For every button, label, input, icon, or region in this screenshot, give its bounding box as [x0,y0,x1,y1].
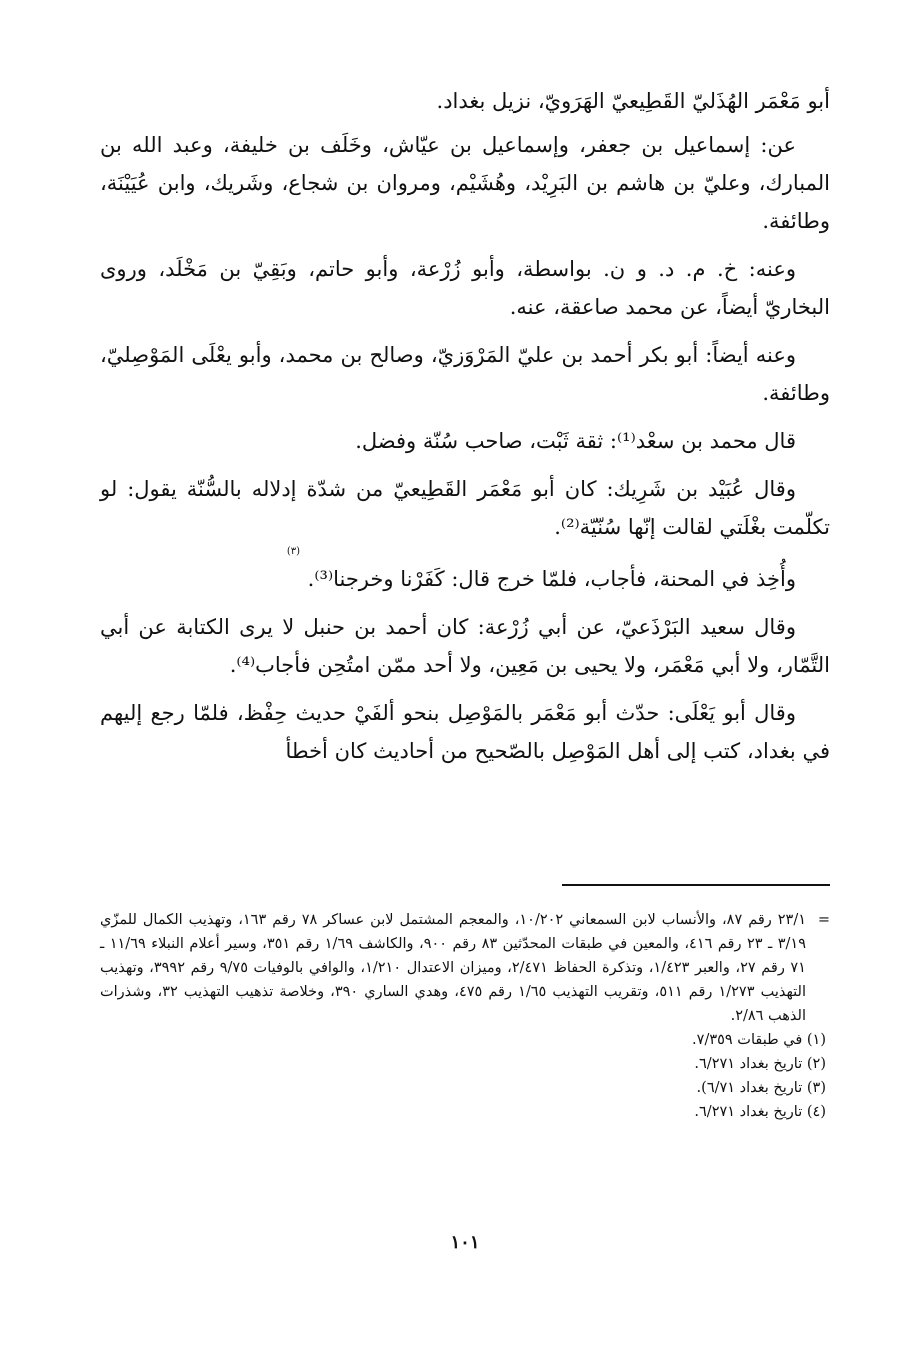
footnote-divider [562,884,830,886]
paragraph-3: وعنه: خ. م. د. و ن. بواسطة، وأبو زُرْعة، وأبو حاتم، وبَقِيّ بن مَخْلَد، وروى البخاريّ أيضاً، عن محمد صاعقة، عنه. [100,257,830,319]
paragraph-6: وقال عُبَيْد بن شَرِيك: كان أبو مَعْمَر القَطِيعيّ من شدّة إدلاله بالسُّنّة يقول: لو تكلّمت بغْلَتي لقالت إنّها سُنّيّة⁽²⁾. [100,477,830,539]
footnote-marker-3: (٣) [286,546,300,557]
paragraph-5: قال محمد بن سعْد⁽¹⁾: ثقة ثَبْت، صاحب سُنّة وفضل. [355,429,796,453]
footnote-2: (٢) تاريخ بغداد ٦/٢٧١. [694,1056,826,1072]
main-text [100,82,830,780]
paragraph-2: عن: إسماعيل بن جعفر، وإسماعيل بن عيّاش، وخَلَف بن خليفة، وعبد الله بن المبارك، وعليّ بن هاشم بن البَرِيْد، وهُشَيْم، ومروان بن شجاع، وشَريك، وابن عُيَيْنَة، وطائفة. [100,133,830,233]
footnote-1: (١) في طبقات ٧/٣٥٩. [692,1032,826,1048]
footnotes [100,908,830,1124]
footnote-3: (٣) تاريخ بغداد ٦/٧١). [696,1080,826,1096]
paragraph-9: وقال أبو يَعْلَى: حدّث أبو مَعْمَر بالمَوْصِل بنحو ألفَيْ حديث حِفْظ، فلمّا رجع إليهم في بغداد، كتب إلى أهل المَوْصِل بالصّحيح من أحاديث كان أخطأ [100,701,830,763]
paragraph-7: وأُخِذ في المحنة، فأجاب، فلمّا خرج قال: كَفَرْنا وخرجنا⁽³⁾. [307,567,796,591]
paragraph-8: وقال سعيد البَرْذَعيّ، عن أبي زُرْعة: كان أحمد بن حنبل لا يرى الكتابة عن أبي التَّمّار، ولا أبي مَعْمَر، ولا يحيى بن مَعِين، ولا أحد ممّن امتُحِن فأجاب⁽⁴⁾. [100,615,830,677]
book-page [100,0,830,1350]
footnote-continuation [100,908,830,1028]
page-number: ١٠١ [450,1232,480,1253]
footnote-4: (٤) تاريخ بغداد ٦/٢٧١. [694,1104,826,1120]
continuation-mark: = [817,912,830,928]
continuation-text: ٢٣/١ رقم ٨٧، والأنساب لابن السمعاني ١٠/٢٠٢، والمعجم المشتمل لابن عساكر ٧٨ رقم ١٦٣، وتهذيب الكمال للمزّي ٣/١٩ ـ ٢٣ رقم ٤١٦، والمعين في طبقات المحدّثين ٨٣ رقم ٩٠٠، والكاشف ١/٦٩ رقم ٣٥١، وسير أعلام النبلاء ١١/٦٩ ـ ٧١ رقم ٢٧، والعبر ١/٤٢٣، وتذكرة الحفاظ ٢/٤٧١، وميزان الاعتدال ١/٢١٠، والوافي بالوفيات ٩/٧٥ رقم ٣٩٩٢، وتهذيب التهذيب ١/٢٧٣ رقم ٥١١، وتقريب التهذيب ١/٦٥ رقم ٤٧٥، وهدي الساري ٣٩٠، وخلاصة تذهيب التهذيب ٣٢، وشذرات الذهب ٢/٨٦. [100,912,806,1024]
paragraph-1: أبو مَعْمَر الهُذَليّ القَطِيعيّ الهَرَويّ، نزيل بغداد. [436,89,830,113]
paragraph-4: وعنه أيضاً: أبو بكر أحمد بن عليّ المَرْوَزيّ، وصالح بن محمد، وأبو يعْلَى المَوْصِليّ، وطائفة. [100,343,830,405]
